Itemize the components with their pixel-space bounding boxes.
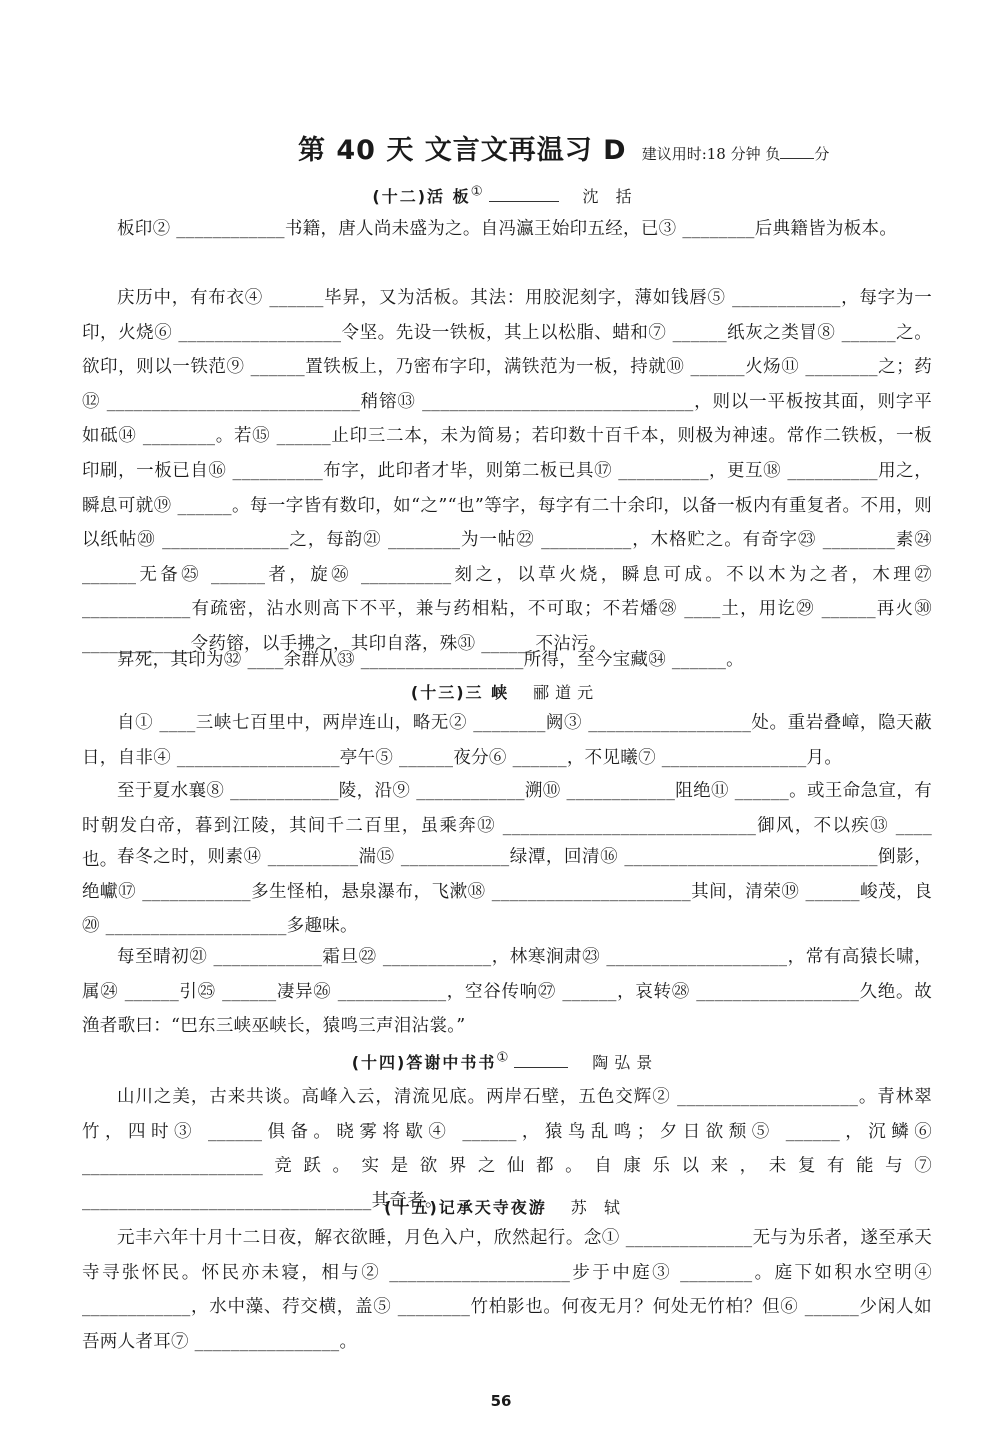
section-title [80,680,930,703]
score-unit: 分 [814,145,830,163]
section-author: 沈 括 [582,187,638,206]
page-title: 第 40 天 文言文再温习 D [298,135,627,166]
paragraph: 板印② ____________书籍，唐人尚未盛为之。自冯瀛王始印五经，已③ ________后典籍皆为板本。 [117,219,898,239]
section-name: (十四)答谢中书书 [351,1053,497,1072]
score-blank[interactable] [780,144,814,159]
paragraph: 春冬之时，则素⑭ __________湍⑮ ____________绿潭，回清⑯ ____________________________倒影，绝巘⑰ ____________多生怪柏，悬泉瀑布，飞漱⑱ ______________________其间，清荣⑲ ______峻茂，良⑳ ____________________多趣味。 [82,847,932,937]
title-marker: ① [470,184,483,200]
section-title [80,184,930,207]
paragraph: 元丰六年十月十二日夜，解衣欲睡，月色入户，欣然起行。念① ______________无与为乐者，遂至承天寺寻张怀民。怀民亦未寝，相与② ____________________步于中庭③ ________。庭下如积水空明④ ____________，水中藻、荇交横，盖⑤ ________竹柏影也。何夜无月？何处无竹柏？但⑥ ______少闲人如吾两人者耳⑦ ________________。 [82,1228,932,1352]
time-hint [642,145,830,163]
paragraph: 至于夏水襄⑧ ____________陵，沿⑨ ____________溯⑩ ____________阻绝⑪ ______。或王命急宣，有时朝发白帝，暮到江陵，其间千二百里，虽乘奔⑫ ____________________________御风，不以疾⑬ ____也。 [82,781,932,871]
time-hint-text: 建议用时:18 分钟 负 [641,145,781,163]
paragraph: 每至晴初㉑ ____________霜旦㉒ ____________，林寒涧肃㉓ ____________________，常有高猿长啸，属㉔ ______引㉕ ______凄异㉖ ____________，空谷传响㉗ ______，哀转㉘ __________________久绝。故渔者歌曰：“巴东三峡巫峡长，猿鸣三声泪沾裳。” [82,947,932,1037]
section-author: 苏 轼 [570,1198,626,1217]
page-header [298,128,938,168]
section-name: (十三)三 峡 [410,683,510,702]
section-name: (十五)记承天寺夜游 [384,1198,547,1217]
page-number: 56 [490,1392,512,1410]
paragraph: 庆历中，有布衣④ ______毕昇，又为活板。其法：用胶泥刻字，薄如钱唇⑤ ____________，每字为一印，火烧⑥ __________________令坚。先设一铁板，其上以松脂、蜡和⑦ ______纸灰之类冒⑧ ______之。欲印，则以一铁范⑨ ______置铁板上，乃密布字印，满铁范为一板，持就⑩ ______火炀⑪ ________之；药⑫ ____________________________稍镕⑬ ______________________________，则以一平板按其面，则字平如砥⑭ ________。若⑮ ______止印三二本，未为简易；若印数十百千本，则极为神速。常作二铁板，一板印刷，一板已自⑯ __________布字，此印者才毕，则第二板已具⑰ __________，更互⑱ __________用之，瞬息可就⑲ ______。每一字皆有数印，如“之”“也”等字，每字有二十余印，以备一板内有重复者。不用，则以纸帖⑳ ______________之，每韵㉑ ________为一帖㉒ __________，木格贮之。有奇字㉓ ________素㉔ ______无备㉕ ______者，旋㉖ __________刻之，以草火烧，瞬息可成。不以木为之者，木理㉗ ____________有疏密，沾水则高下不平，兼与药相粘，不可取；不若燔㉘ ____土，用讫㉙ ______再火㉚ ____________令药镕，以手拂之，其印自落，殊㉛ ______不沾污。 [82,288,932,654]
section-title [80,1050,930,1073]
title-marker: ① [496,1050,509,1066]
title-blank[interactable] [489,187,559,202]
title-blank[interactable] [514,1053,568,1068]
section-name: (十二)活 板 [372,187,471,206]
section-author: 郦道元 [533,683,600,702]
paragraph: 山川之美，古来共谈。高峰入云，清流见底。两岸石壁，五色交辉② ____________________。青林翠竹，四时③ ______俱备。晓雾将歇④ ______，猿鸟乱鸣；夕日欲颓⑤ ______，沉鳞⑥ ____________________竞跃。实是欲界之仙都。自康乐以来，未复有能与⑦ ________________________________其奇者。 [82,1087,932,1211]
section-title [80,1195,930,1218]
paragraph: 自① ____三峡七百里中，两岸连山，略无② ________阙③ __________________处。重岩叠嶂，隐天蔽日，自非④ __________________亭午⑤ ______夜分⑥ ______，不见曦⑦ ________________月。 [82,713,932,768]
section-author: 陶弘景 [592,1053,659,1072]
paragraph: 昇死，其印为㉜ ____余群从㉝ __________________所得，至今宝藏㉞ ______。 [117,650,744,670]
